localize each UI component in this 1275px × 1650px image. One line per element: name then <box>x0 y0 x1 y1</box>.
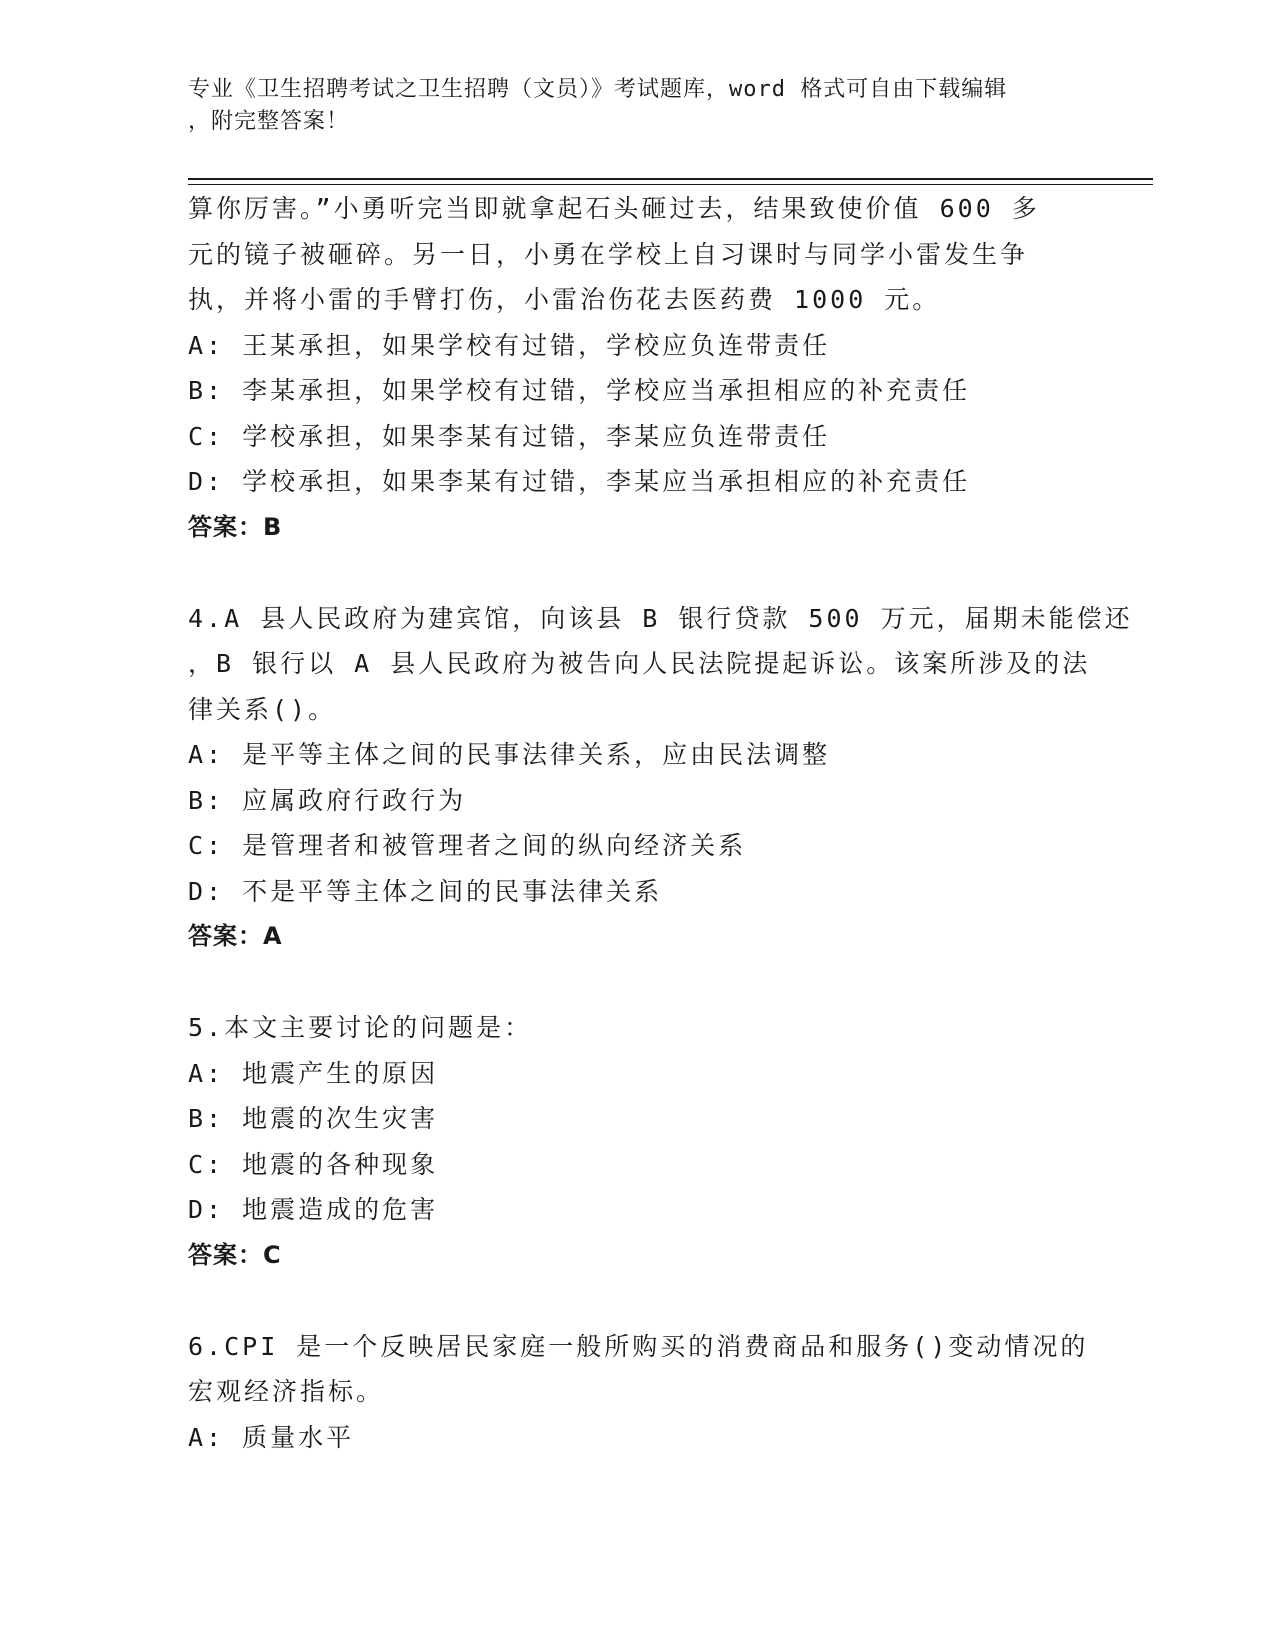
option-a: A: 质量水平 <box>188 1422 355 1452</box>
question-stem-line: 执，并将小雷的手臂打伤，小雷治伤花去医药费 1000 元。 <box>188 285 941 314</box>
document-body <box>188 186 1133 1460</box>
option-c: C: 地震的各种现象 <box>188 1149 439 1179</box>
question-stem-line: 6.CPI 是一个反映居民家庭一般所购买的消费商品和服务()变动情况的 <box>188 1331 1089 1361</box>
option-b: B: 李某承担，如果学校有过错，学校应当承担相应的补充责任 <box>188 376 971 405</box>
question-stem-line: 4.A 县人民政府为建宾馆，向该县 B 银行贷款 500 万元，届期未能偿还 <box>188 603 1133 633</box>
question-stem-line: 宏观经济指标。 <box>188 1377 385 1406</box>
option-d: D: 地震造成的危害 <box>188 1195 439 1224</box>
question-3 <box>188 186 1088 550</box>
answer-label: 答案：B <box>188 512 283 541</box>
option-b: B: 地震的次生灾害 <box>188 1104 439 1133</box>
question-4 <box>188 596 1133 960</box>
page-header <box>188 74 1068 138</box>
option-d: D: 不是平等主体之间的民事法律关系 <box>188 876 663 906</box>
option-a: A: 地震产生的原因 <box>188 1058 439 1088</box>
header-rule-thin <box>188 184 1153 185</box>
question-stem-line: 算你厉害。”小勇听完当即就拿起石头砸过去，结果致使价值 600 多 <box>188 194 1040 223</box>
spacer <box>188 960 1088 1006</box>
question-6 <box>188 1324 1088 1461</box>
header-line-1: 专业《卫生招聘考试之卫生招聘（文员）》考试题库，word 格式可自由下载编辑 <box>188 77 1008 102</box>
answer-label: 答案：A <box>188 922 283 950</box>
option-a: A: 王某承担，如果学校有过错，学校应负连带责任 <box>188 330 831 360</box>
question-stem-line: 元的镜子被砸碎。另一日，小勇在学校上自习课时与同学小雷发生争 <box>188 239 1029 269</box>
option-c: C: 是管理者和被管理者之间的纵向经济关系 <box>188 831 747 860</box>
question-stem-line: ，B 银行以 A 县人民政府为被告向人民法院提起诉讼。该案所涉及的法 <box>188 649 1091 678</box>
header-line-2: ，附完整答案！ <box>188 109 350 134</box>
spacer <box>188 1278 1088 1324</box>
option-b: B: 应属政府行政行为 <box>188 785 467 815</box>
spacer <box>188 550 1088 596</box>
header-rule-thick <box>188 178 1153 180</box>
answer-label: 答案：C <box>188 1240 282 1269</box>
option-a: A: 是平等主体之间的民事法律关系，应由民法调整 <box>188 740 831 769</box>
question-stem-line: 律关系()。 <box>188 694 337 724</box>
option-d: D: 学校承担，如果李某有过错，李某应当承担相应的补充责任 <box>188 467 971 496</box>
option-c: C: 学校承担，如果李某有过错，李某应负连带责任 <box>188 421 831 451</box>
question-stem-line: 5.本文主要讨论的问题是： <box>188 1013 533 1042</box>
question-5 <box>188 1005 1088 1278</box>
